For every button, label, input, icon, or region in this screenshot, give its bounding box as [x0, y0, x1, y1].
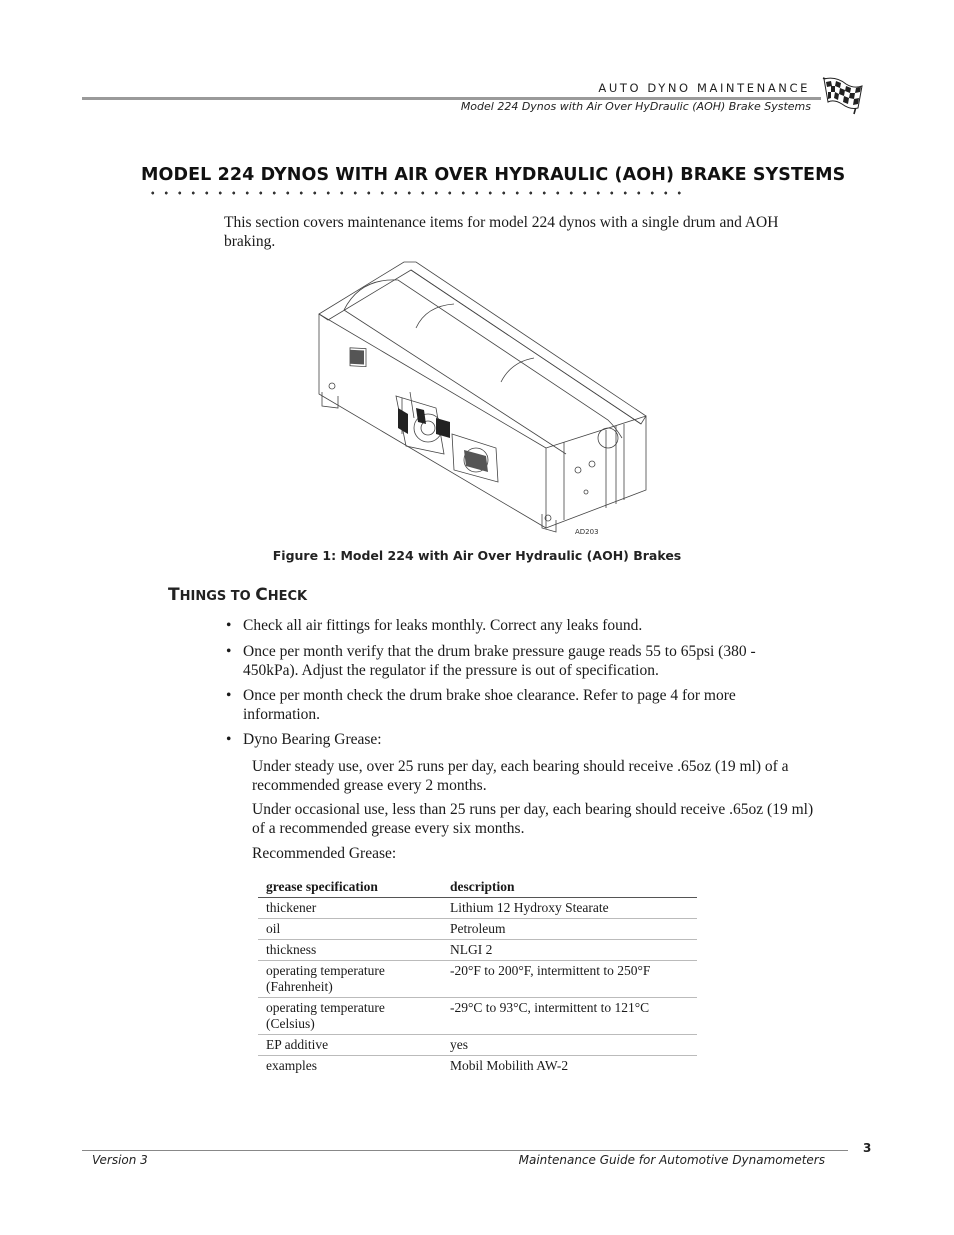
checkered-flag-icon [820, 74, 866, 116]
table-row [258, 961, 697, 998]
footer-rule [82, 1150, 848, 1151]
table-cell: EP additive [258, 1035, 442, 1056]
table-cell: examples [266, 1058, 317, 1073]
grease-table [258, 876, 697, 1076]
heading-part-2: HECK [267, 589, 308, 604]
table-row [258, 919, 697, 940]
table-row [258, 998, 697, 1035]
bullet-icon: • [226, 731, 232, 748]
section-title: MODEL 224 DYNOS WITH AIR OVER HYDRAULIC (AOH) BRAKE SYSTEMS [141, 165, 846, 185]
header-title: AUTO DYNO MAINTENANCE [598, 81, 810, 95]
table-header-row [258, 876, 697, 898]
table-row [258, 898, 697, 919]
table-cell: Lithium 12 Hydroxy Stearate [442, 898, 697, 919]
things-to-check-heading [168, 585, 307, 605]
list-item-text: Once per month check the drum brake shoe clearance. Refer to page 4 for more information. [243, 687, 736, 723]
bullet-icon: • [226, 617, 232, 634]
table-row [258, 1035, 697, 1056]
figure-label: AD203 [575, 528, 599, 536]
table-cell: thickener [258, 898, 442, 919]
table-cell: NLGI 2 [442, 940, 697, 961]
table-row [258, 1056, 697, 1077]
table-cell: oil [258, 919, 442, 940]
footer-version: Version 3 [92, 1153, 148, 1167]
page-number: 3 [863, 1141, 872, 1155]
steady-use-paragraph: Under steady use, over 25 runs per day, each bearing should receive .65oz (19 ml) of a recommended grease every 2 months. [252, 758, 789, 794]
list-item-text: Dyno Bearing Grease: [243, 731, 382, 748]
dotted-rule [146, 191, 686, 195]
table-cell: yes [442, 1035, 697, 1056]
dyno-figure [316, 258, 660, 540]
footer-guide-title: Maintenance Guide for Automotive Dynamometers [518, 1153, 825, 1167]
table-cell: thickness [258, 940, 442, 961]
recommended-grease-label: Recommended Grease: [252, 845, 397, 862]
column-header: description [442, 876, 697, 898]
table-cell: operating temperature (Celsius) [258, 998, 442, 1035]
bullet-icon: • [226, 643, 232, 660]
occasional-use-paragraph: Under occasional use, less than 25 runs per day, each bearing should receive .65oz (19 ml) of a recommended grease every six months. [252, 801, 814, 837]
table-row [258, 940, 697, 961]
header-subtitle: Model 224 Dynos with Air Over HyDraulic (AOH) Brake Systems [460, 100, 811, 113]
table-cell: Mobil Mobilith AW-2 [450, 1058, 569, 1073]
heading-initial-t: T [168, 585, 180, 605]
heading-part-1: HINGS TO [179, 589, 256, 604]
bullet-icon: • [226, 687, 232, 704]
heading-initial-c: C [255, 585, 268, 605]
table-cell: -29°C to 93°C, intermittent to 121°C [442, 998, 697, 1035]
list-item-text: Check all air fittings for leaks monthly. Correct any leaks found. [243, 617, 643, 634]
table-cell: -20°F to 200°F, intermittent to 250°F [442, 961, 697, 998]
intro-paragraph: This section covers maintenance items for model 224 dynos with a single drum and AOH braking. [224, 214, 779, 250]
table-cell: Petroleum [442, 919, 697, 940]
figure-caption: Figure 1: Model 224 with Air Over Hydraulic (AOH) Brakes [272, 548, 682, 563]
list-item-text: Once per month verify that the drum brake pressure gauge reads 55 to 65psi (380 - 450kPa). Adjust the regulator if the pressure is out of specification. [243, 643, 756, 679]
table-cell: operating temperature (Fahrenheit) [258, 961, 442, 998]
column-header: grease specification [258, 876, 442, 898]
